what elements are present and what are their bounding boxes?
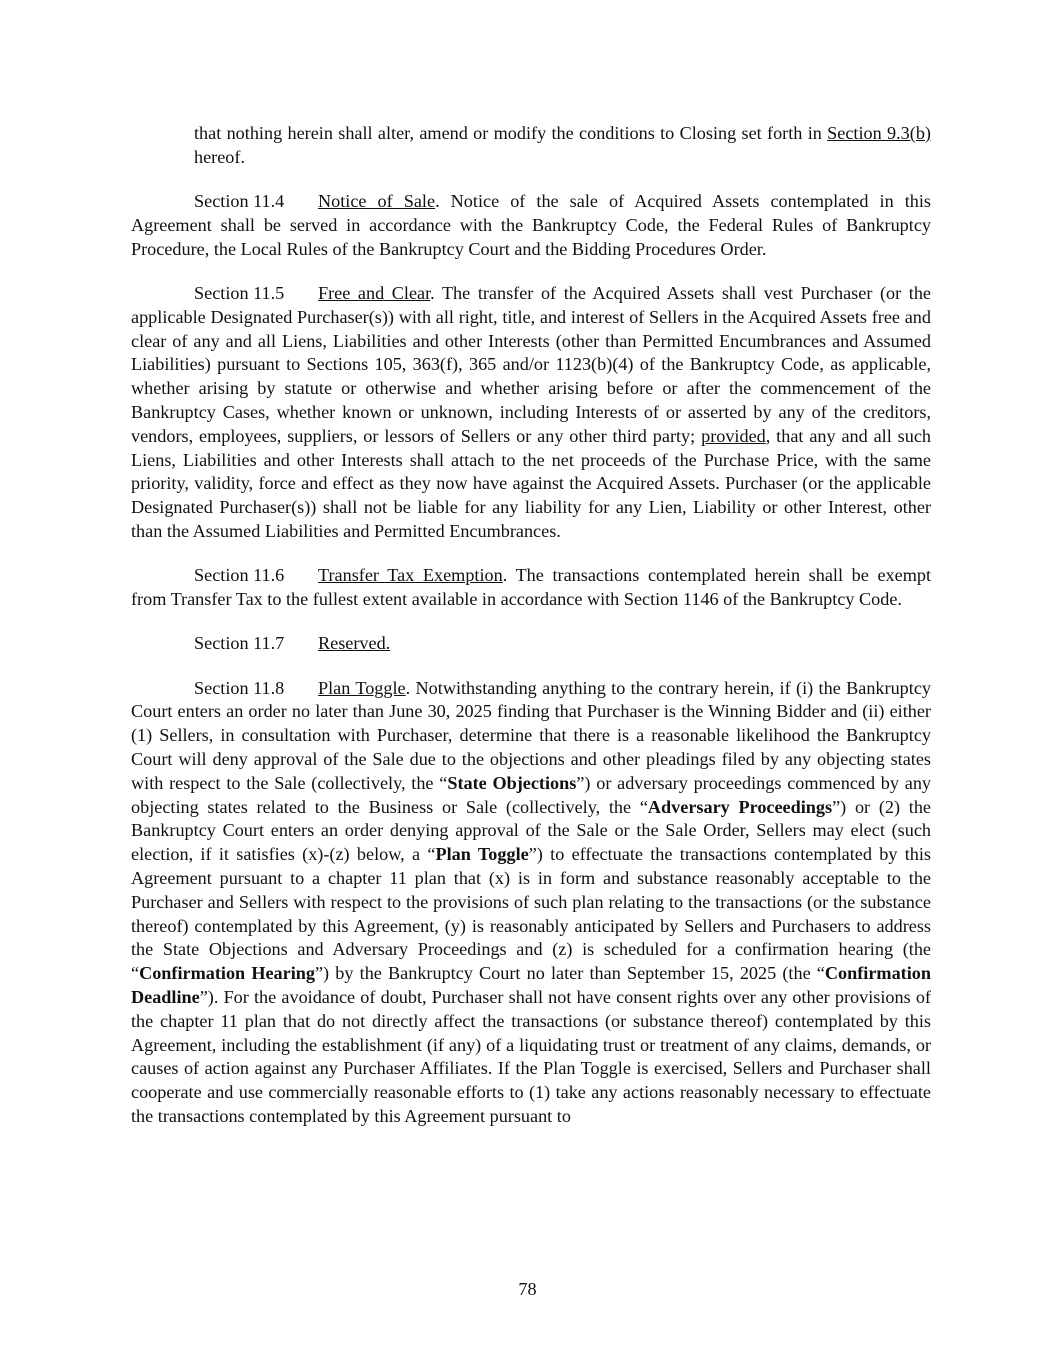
section-11-8	[131, 677, 931, 1129]
section-11-6-title: Transfer Tax Exemption	[318, 565, 503, 586]
continuation-text-a: that nothing herein shall alter, amend or modify the conditions to Closing set forth in	[194, 123, 828, 143]
provided-term: provided	[701, 425, 766, 446]
section-11-5	[131, 282, 931, 544]
section-9-3b-reference: Section 9.3(b)	[827, 123, 931, 143]
section-11-4-body: . Notice of the sale of Acquired Assets contemplated in this Agreement shall be served in accordance with the Bankruptcy Code, the Federal Rules of Bankruptcy Procedure, the Local Rules of the Bankruptcy Court and the Bidding Procedures Order.	[131, 191, 931, 259]
section-11-8-text-5: ”) by the Bankruptcy Court no later than September 15, 2025 (the “	[314, 963, 825, 984]
section-11-5-body-a: . The transfer of the Acquired Assets shall vest Purchaser (or the applicable Designated Purchaser(s)) with all right, title, and interest of Sellers in the Acquired Assets free and clear of any and all Liens, Liabilities and other Interests (other than Permitted Encumbrances and Assumed Liabilities) pursuant to Sections 105, 363(f), 365 and/or 1123(b)(4) of the Bankruptcy Code, as applicable, whether arising by statute or otherwise and whether arising before or after the commencement of the Bankruptcy Cases, whether known or unknown, including Interests of or asserted by any of the creditors, vendors, employees, suppliers, or lessors of Sellers or any other third party;	[131, 282, 931, 446]
continuation-text-b: hereof.	[194, 146, 245, 167]
section-11-8-text-1: . Notwithstanding anything to the contrary herein, if (i) the Bankruptcy Court enters an order no later than June 30, 2025 finding that Purchaser is the Winning Bidder and (ii) either (1) Sellers, in consultation with Purchaser, determine that there is a reasonable likelihood the Bankruptcy Court will deny approval of the Sale due to the objections and other pleadings filed by any objecting states with respect to the Sale (collectively, the “	[131, 677, 931, 793]
section-11-7	[131, 632, 931, 656]
section-11-8-title: Plan Toggle	[318, 677, 406, 698]
page-number: 78	[518, 1279, 537, 1299]
section-11-6-number: Section 11.6	[194, 565, 285, 586]
section-11-5-body-b: , that any and all such Liens, Liabilities and other Interests shall attach to the net proceeds of the Purchase Price, with the same priority, validity, force and effect as they now have against the Acquired Assets. Purchaser (or the applicable Designated Purchaser(s)) shall not be liable for any liability for any Lien, Liability or other Interest, other than the Assumed Liabilities and Permitted Encumbrances.	[131, 425, 931, 541]
section-11-8-text-2: ”) or adversary proceedings commenced by any objecting states related to the Business or Sale (collectively, the “	[131, 772, 932, 817]
document-page	[131, 122, 931, 1149]
section-11-7-title: Reserved.	[318, 633, 391, 654]
section-11-8-text-4: ”) to effectuate the transactions contemplated by this Agreement pursuant to a chapter 11 plan that (x) is in form and substance reasonably acceptable to the Purchaser and Sellers with respect to the provisions of such plan relating to the transactions (or the substance thereof) contemplated by this Agreement, (y) is reasonably anticipated by Sellers and Purchasers to address the State Objections and Adversary Proceedings and (z) is scheduled for a confirmation hearing (the “	[131, 844, 931, 984]
continuation-paragraph	[131, 122, 931, 170]
section-11-6-body: . The transactions contemplated herein shall be exempt from Transfer Tax to the fullest extent available in accordance with Section 1146 of the Bankruptcy Code.	[131, 565, 931, 610]
section-11-5-number: Section 11.5	[194, 282, 285, 303]
term-adversary-proceedings: Adversary Proceedings	[647, 796, 833, 817]
section-11-8-text-6: ”). For the avoidance of doubt, Purchaser shall not have consent rights over any other provisions of the chapter 11 plan that do not directly affect the transactions (or substance thereof) contemplated by this Agreement, including the establishment (if any) of a liquidating trust or treatment of any claims, demands, or causes of action against any Purchaser Affiliates. If the Plan Toggle is exercised, Sellers and Purchaser shall cooperate and use commercially reasonable efforts to (1) take any actions reasonably necessary to effectuate the transactions contemplated by this Agreement pursuant to	[131, 987, 931, 1126]
section-11-7-number: Section 11.7	[194, 633, 285, 654]
section-11-4-number: Section 11.4	[194, 191, 285, 212]
section-11-4-title: Notice of Sale	[318, 191, 436, 212]
term-confirmation-deadline: Confirmation Deadline	[131, 963, 931, 1007]
section-11-6	[131, 564, 931, 612]
section-11-8-text-3: ”) or (2) the Bankruptcy Court enters an order denying approval of the Sale or the Sale Order, Sellers may elect (such election, if it satisfies (x)-(z) below, a “	[131, 796, 931, 865]
section-11-4	[131, 190, 931, 261]
term-plan-toggle: Plan Toggle	[435, 844, 529, 865]
section-11-5-title: Free and Clear	[318, 282, 431, 303]
term-confirmation-hearing: Confirmation Hearing	[139, 963, 315, 984]
term-state-objections: State Objections	[447, 772, 577, 793]
section-11-8-number: Section 11.8	[194, 677, 285, 698]
